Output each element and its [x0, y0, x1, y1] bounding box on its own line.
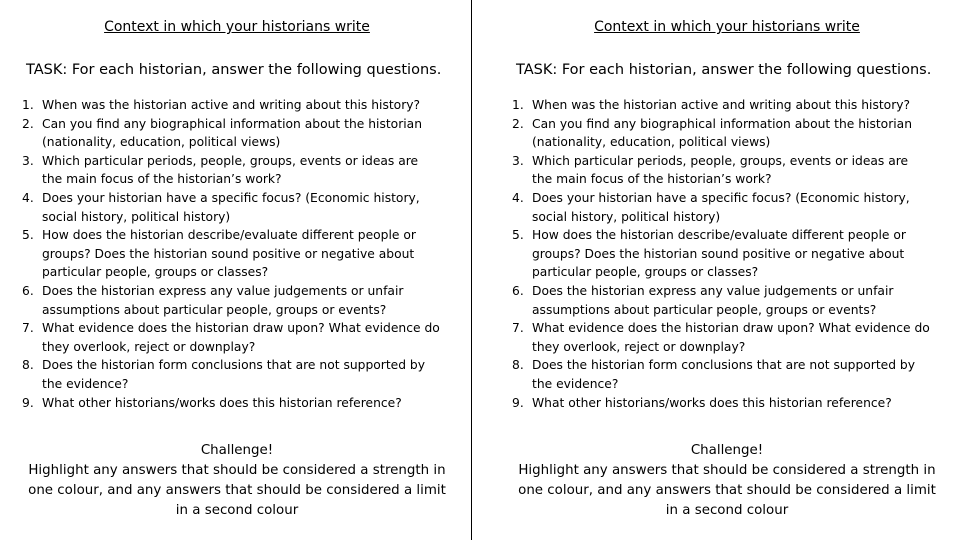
list-item — [512, 319, 932, 356]
challenge-text: Highlight any answers that should be considered a strength in one colour, and any answers that should be considered a limit in a second colour — [518, 463, 936, 518]
question-number: 4. — [22, 190, 34, 205]
question-text: Does the historian express any value judgements or unfair assumptions about particular people, groups or events? — [42, 283, 404, 317]
challenge-box — [22, 441, 452, 521]
question-number: 3. — [22, 153, 34, 168]
question-number: 5. — [512, 228, 524, 243]
question-number: 3. — [512, 153, 524, 168]
question-list — [512, 96, 932, 412]
question-number: 1. — [512, 98, 524, 112]
question-number: 5. — [22, 228, 34, 243]
challenge-box — [512, 441, 942, 521]
question-text: Does the historian express any value judgements or unfair assumptions about particular people, groups or events? — [532, 283, 894, 317]
list-item — [512, 226, 932, 282]
question-text: How does the historian describe/evaluate different people or groups? Does the historian sound positive or negative about particular people, groups or classes? — [42, 228, 416, 280]
question-number: 6. — [22, 283, 34, 298]
right-worksheet-panel — [512, 0, 942, 540]
left-worksheet-panel — [22, 0, 452, 540]
list-item — [512, 282, 932, 319]
question-text: What evidence does the historian draw upon? What evidence do they overlook, reject or downplay? — [532, 321, 930, 354]
question-text: Can you find any biographical information about the historian (nationality, education, political views) — [532, 116, 912, 150]
question-text: What other historians/works does this historian reference? — [42, 395, 402, 410]
task-instruction: TASK: For each historian, answer the following questions. — [516, 62, 932, 78]
question-number: 7. — [512, 321, 524, 336]
center-divider — [471, 0, 472, 540]
question-number: 2. — [22, 116, 34, 131]
list-item — [22, 226, 442, 282]
question-number: 6. — [512, 283, 524, 298]
list-item — [512, 115, 932, 152]
panel-heading: Context in which your historians write — [104, 19, 370, 35]
question-text: Which particular periods, people, groups, events or ideas are the main focus of the historian’s work? — [42, 153, 419, 187]
list-item — [22, 319, 442, 356]
list-item — [512, 96, 932, 115]
question-text: Does the historian form conclusions that are not supported by the evidence? — [532, 358, 916, 391]
question-text: When was the historian active and writing about this history? — [42, 98, 421, 112]
list-item — [512, 189, 932, 226]
question-text: Does the historian form conclusions that are not supported by the evidence? — [42, 358, 426, 391]
question-text: Does your historian have a specific focus? (Economic history, social history, political history) — [532, 190, 910, 224]
question-number: 8. — [512, 358, 524, 373]
list-item — [512, 394, 932, 413]
question-number: 2. — [512, 116, 524, 131]
list-item — [22, 282, 442, 319]
task-instruction: TASK: For each historian, answer the following questions. — [26, 62, 442, 78]
question-text: What evidence does the historian draw upon? What evidence do they overlook, reject or downplay? — [42, 321, 440, 354]
list-item — [22, 394, 442, 413]
list-item — [22, 152, 442, 189]
question-text: Does your historian have a specific focus? (Economic history, social history, political history) — [42, 190, 420, 224]
question-text: Which particular periods, people, groups, events or ideas are the main focus of the historian’s work? — [532, 153, 909, 187]
question-number: 9. — [512, 395, 524, 410]
question-number: 9. — [22, 395, 34, 410]
question-text: Can you find any biographical information about the historian (nationality, education, political views) — [42, 116, 422, 150]
question-list — [22, 96, 442, 412]
question-text: When was the historian active and writing about this history? — [532, 98, 911, 112]
question-number: 4. — [512, 190, 524, 205]
list-item — [22, 189, 442, 226]
list-item — [22, 96, 442, 115]
question-number: 7. — [22, 321, 34, 336]
question-text: How does the historian describe/evaluate different people or groups? Does the historian sound positive or negative about particular people, groups or classes? — [532, 228, 906, 280]
challenge-title: Challenge! — [200, 443, 274, 458]
challenge-title: Challenge! — [690, 443, 764, 458]
list-item — [512, 356, 932, 393]
list-item — [512, 152, 932, 189]
challenge-text: Highlight any answers that should be considered a strength in one colour, and any answers that should be considered a limit in a second colour — [28, 463, 446, 518]
panel-heading: Context in which your historians write — [594, 19, 860, 35]
list-item — [22, 356, 442, 393]
question-number: 1. — [22, 98, 34, 112]
list-item — [22, 115, 442, 152]
question-number: 8. — [22, 358, 34, 373]
question-text: What other historians/works does this historian reference? — [532, 395, 892, 410]
